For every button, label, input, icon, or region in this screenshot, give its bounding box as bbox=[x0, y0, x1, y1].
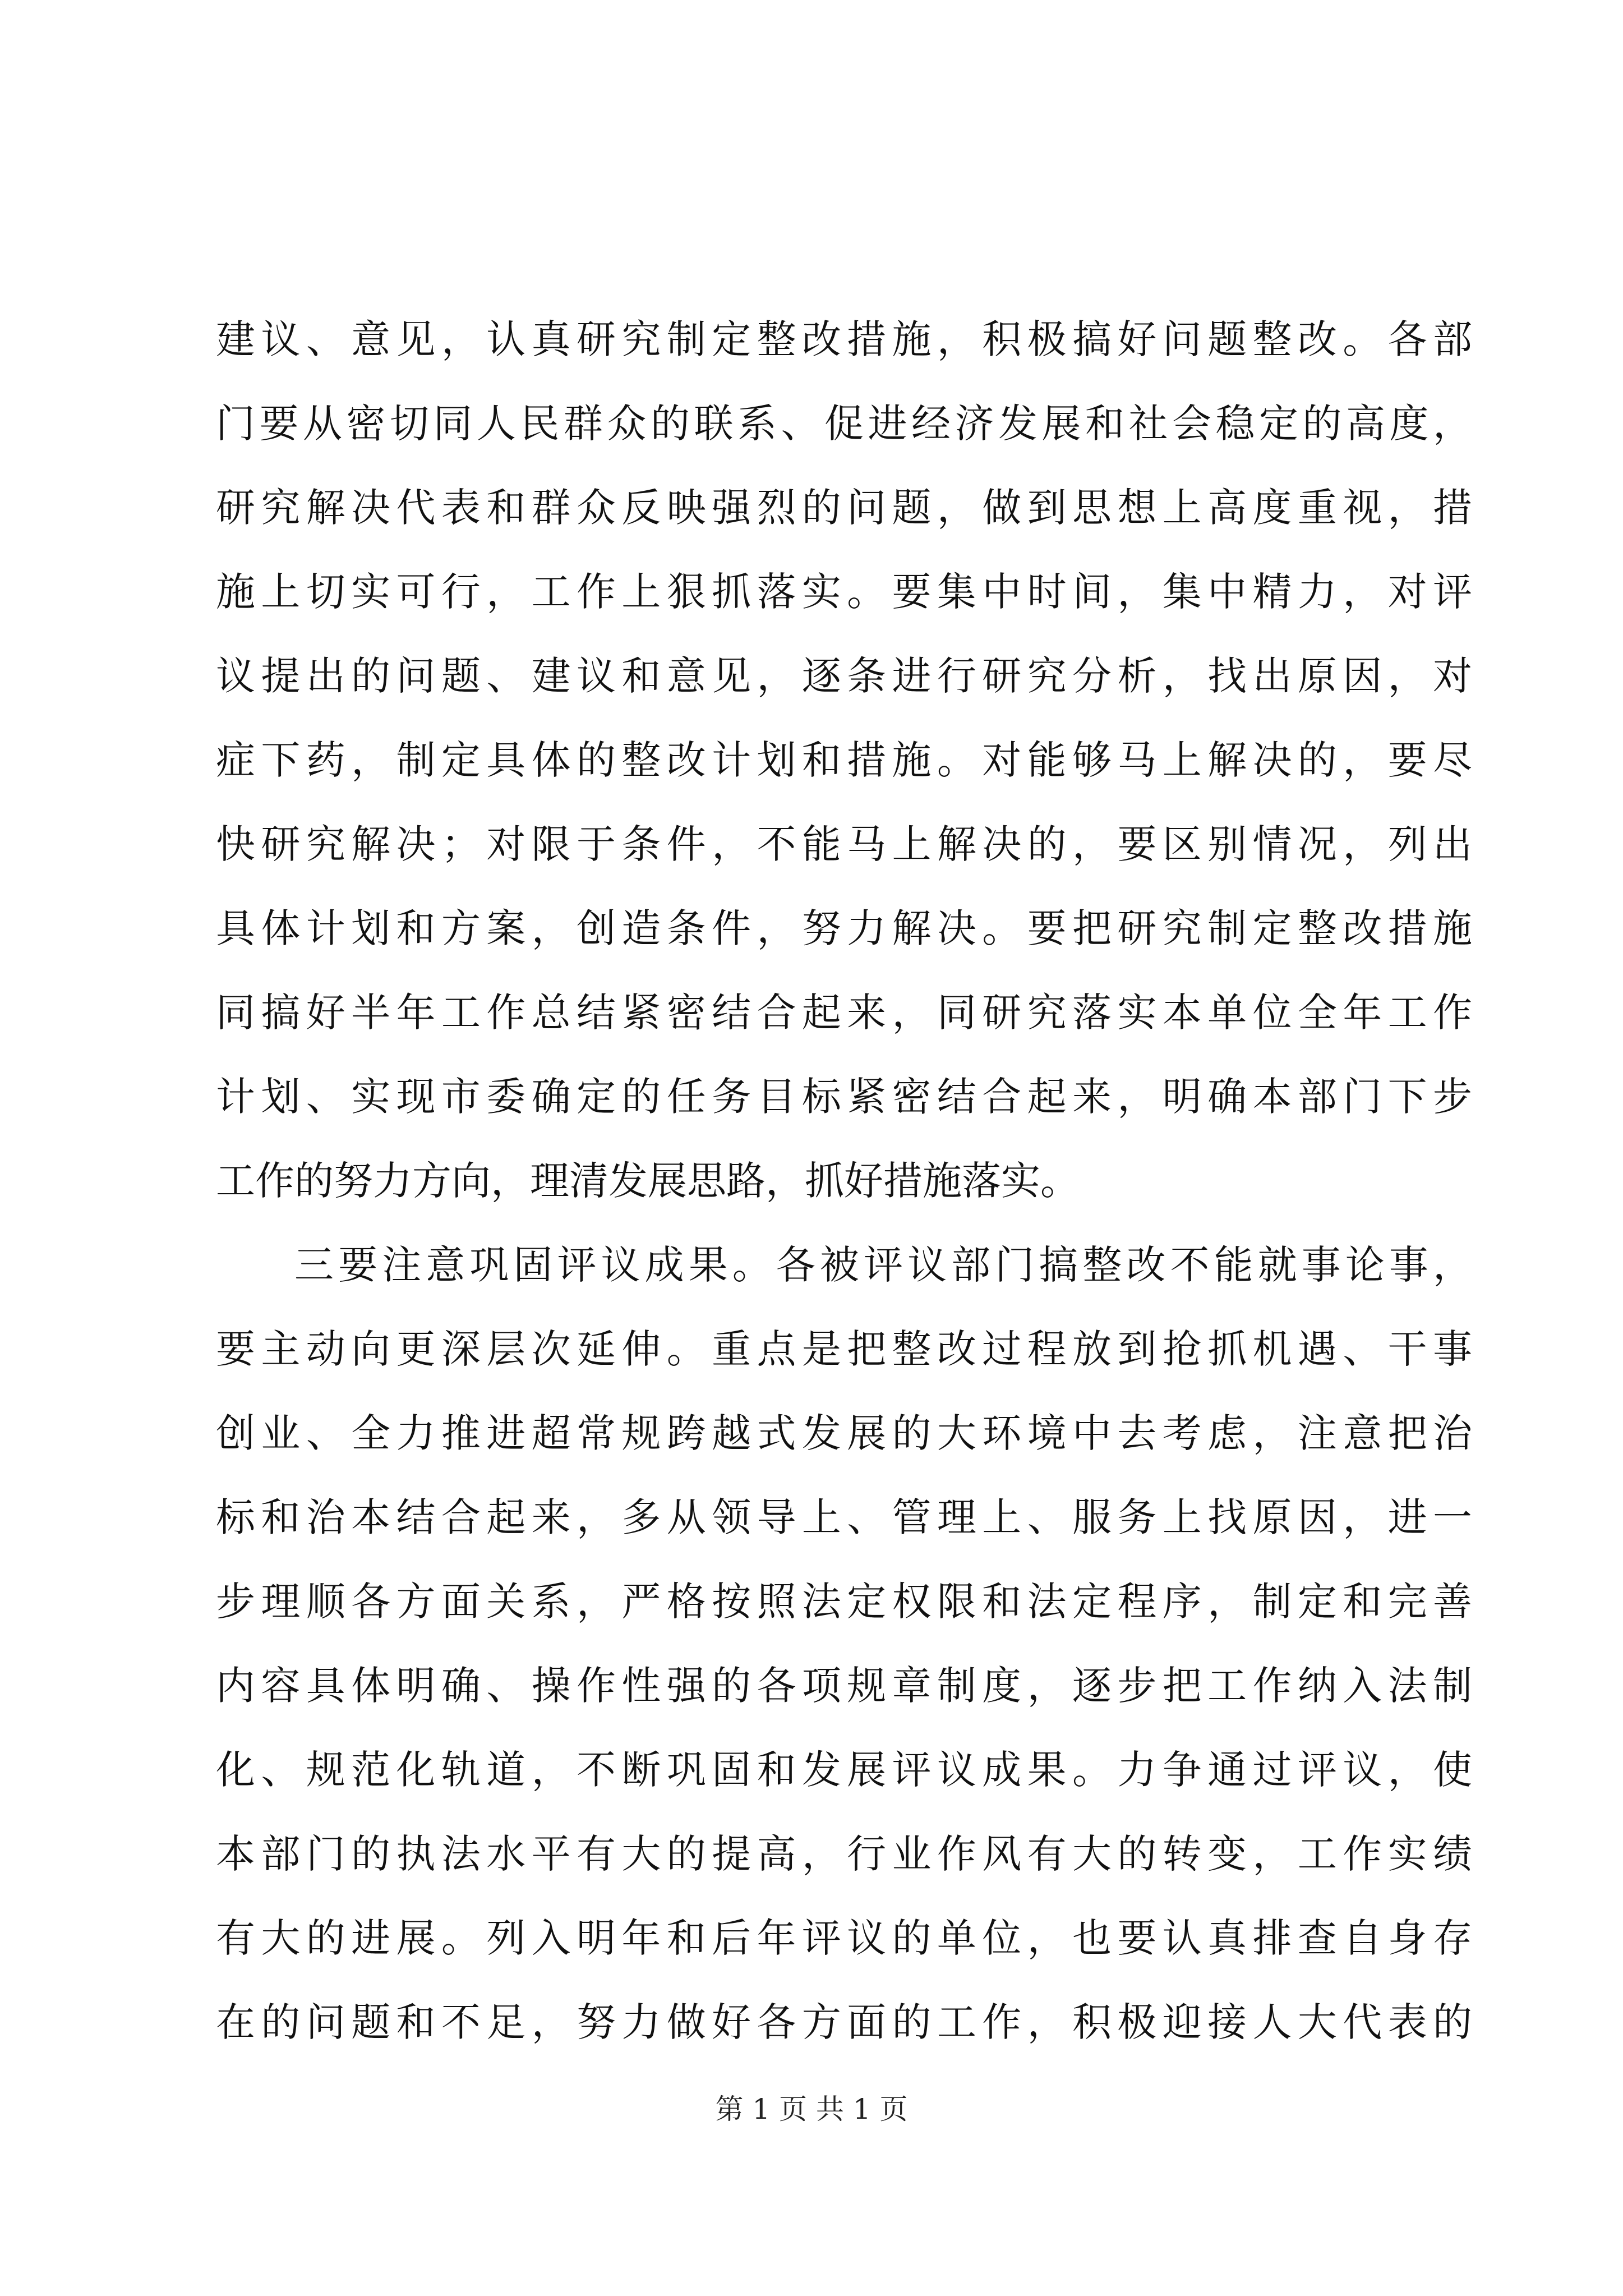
text-line: 有大的进展。列入明年和后年评议的单位，也要认真排查自身存 bbox=[216, 1915, 1472, 1961]
text-line: 同搞好半年工作总结紧密结合起来，同研究落实本单位全年工作 bbox=[216, 990, 1472, 1036]
text-line: 标和治本结合起来，多从领导上、管理上、服务上找原因，进一 bbox=[216, 1494, 1472, 1540]
text-line: 要主动向更深层次延伸。重点是把整改过程放到抢抓机遇、干事 bbox=[216, 1326, 1472, 1372]
text-line: 议提出的问题、建议和意见，逐条进行研究分析，找出原因，对 bbox=[216, 653, 1472, 699]
page-number: 第 1 页 共 1 页 bbox=[715, 2093, 908, 2125]
text-line: 化、规范化轨道，不断巩固和发展评议成果。力争通过评议，使 bbox=[216, 1747, 1472, 1793]
text-line: 创业、全力推进超常规跨越式发展的大环境中去考虑，注意把治 bbox=[216, 1410, 1472, 1456]
paragraph-first-line: 三要注意巩固评议成果。各被评议部门搞整改不能就事论事， bbox=[294, 1242, 1472, 1288]
text-line: 计划、实现市委确定的任务目标紧密结合起来，明确本部门下步 bbox=[216, 1074, 1472, 1120]
text-line: 步理顺各方面关系，严格按照法定权限和法定程序，制定和完善 bbox=[216, 1579, 1472, 1625]
page-footer bbox=[0, 2090, 1623, 2129]
text-line: 门要从密切同人民群众的联系、促进经济发展和社会稳定的高度， bbox=[216, 401, 1472, 447]
paragraph-last-line: 工作的努力方向，理清发展思路，抓好措施落实。 bbox=[216, 1158, 1080, 1204]
text-line: 快研究解决；对限于条件，不能马上解决的，要区别情况，列出 bbox=[216, 821, 1472, 867]
text-line: 症下药，制定具体的整改计划和措施。对能够马上解决的，要尽 bbox=[216, 737, 1472, 783]
text-line: 在的问题和不足，努力做好各方面的工作，积极迎接人大代表的 bbox=[216, 1999, 1472, 2045]
body-text bbox=[216, 297, 1472, 2064]
text-line: 建议、意见，认真研究制定整改措施，积极搞好问题整改。各部 bbox=[216, 316, 1472, 362]
text-line: 内容具体明确、操作性强的各项规章制度，逐步把工作纳入法制 bbox=[216, 1663, 1472, 1709]
text-line: 施上切实可行，工作上狠抓落实。要集中时间，集中精力，对评 bbox=[216, 569, 1472, 615]
text-line: 本部门的执法水平有大的提高，行业作风有大的转变，工作实绩 bbox=[216, 1831, 1472, 1877]
text-line: 研究解决代表和群众反映强烈的问题，做到思想上高度重视，措 bbox=[216, 485, 1472, 531]
text-line: 具体计划和方案，创造条件，努力解决。要把研究制定整改措施 bbox=[216, 905, 1472, 951]
